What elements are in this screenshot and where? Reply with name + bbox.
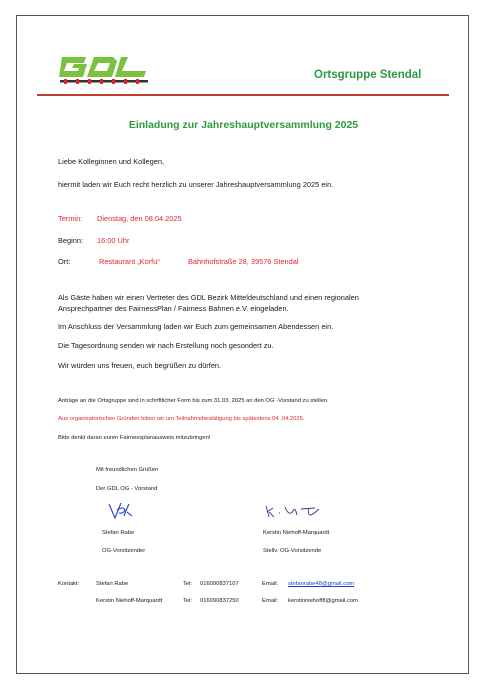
contact-tel-1: 016090837107 [200,581,239,587]
closing-text: Wir würden uns freuen, euch begrüßen zu dürfen. [58,361,222,370]
contact-email-link-1[interactable]: stefanrabe48@gmail.com [288,581,355,587]
contact-tel-2: 016090837250 [200,598,239,604]
signer-2-name: Kerstin Niehoff-Marquardt [263,530,330,536]
date-value: Dienstag, den 08.04.2025 [97,214,182,223]
greeting: Liebe Kolleginnen und Kollegen, [58,157,165,166]
motions-note: Anträge an die Ortsgruppe sind in schriftlicher Form bis zum 31.03. 2025 an den OG -Vorstand zu stellen. [58,398,329,404]
contact-email-label-2: Email: [262,598,279,604]
board-text: Der GDL OG - Vorstand [96,486,158,492]
signature-stefan-rabe [107,500,133,522]
dinner-text: Im Anschluss der Versammlung laden wir Euch zum gemeinsamen Abendessen ein. [58,322,334,331]
signer-2-role: Stellv. OG-Vorsitzende [263,548,322,554]
contact-name-1: Stefan Rabe [96,581,129,587]
contact-email-label-1: Email: [262,581,279,587]
place-label: Ort: [58,257,71,266]
place-value: Restaurant „Korfu“ [99,257,160,266]
org-name: Ortsgruppe Stendal [314,69,422,81]
time-label: Beginn: [58,236,84,245]
agenda-text: Die Tagesordnung senden wir nach Erstellung noch gesondert zu. [58,341,274,350]
registration-note: Aus organisatorischen Gründen bitten wir um Teilnahmebestätigung bis spätestens 04 .04.2025. [58,416,305,422]
intro-text: hiermit laden wir Euch recht herzlich zu unserer Jahreshauptversammlung 2025 ein. [58,180,334,189]
header-divider [37,94,449,96]
regards-text: Mit freundlichen Grüßen [96,467,159,473]
contact-name-2: Kerstin Niehoff-Marquardt [96,598,163,604]
guests-line-2: Ansprechpartner des FairnessPlan / Fairness Bahnen e.V. eingeladen. [58,304,289,313]
contact-email-2: kerstinniehoff8@gmail.com [288,598,358,604]
date-label: Termin: [58,214,83,223]
signature-kerstin-niehoff-marquardt [263,503,325,521]
signer-1-name: Stefan Rabe [102,530,135,536]
place-address: Bahnhofstraße 28, 39576 Stendal [188,257,299,266]
time-value: 16:00 Uhr [97,236,130,245]
contact-label: Kontakt: [58,581,80,587]
contact-tel-label-2: Tel: [183,598,193,604]
document-title: Einladung zur Jahreshauptversammlung 2025 [128,119,359,131]
guests-line-1: Als Gäste haben wir einen Vertreter des GDL Bezirk Mitteldeutschland und einen regionalen [58,293,359,302]
contact-tel-label-1: Tel: [183,581,193,587]
signer-1-role: OG-Vorsitzender [102,548,146,554]
reminder-note: Bitte denkt daran euren Fairnessplanausweis mitzubringen! [58,435,211,441]
gdl-logo [58,55,150,85]
